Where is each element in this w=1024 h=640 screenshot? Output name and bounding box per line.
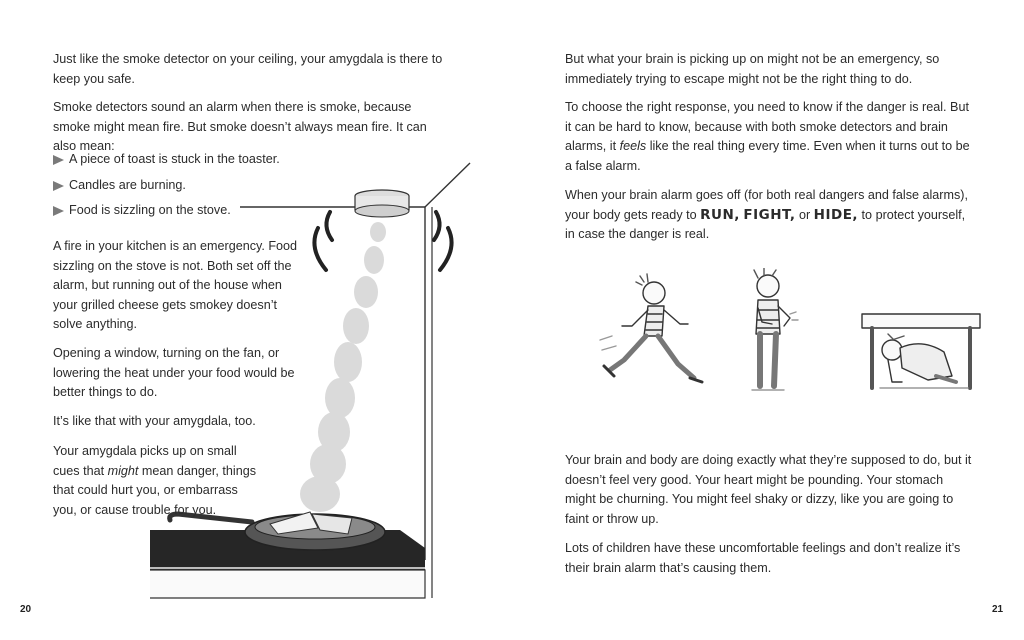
left-paragraph-4: Opening a window, turning on the fan, or lowering the heat under your food would be better things to do. bbox=[53, 346, 295, 400]
page-number-right: 21 bbox=[992, 604, 1004, 615]
running-child-icon bbox=[600, 274, 702, 382]
page-number-left: 20 bbox=[20, 604, 32, 615]
fight-word: FIGHT, bbox=[743, 206, 796, 223]
hide-word: HIDE, bbox=[813, 206, 859, 223]
triangle-bullet-icon bbox=[53, 155, 64, 165]
right-page bbox=[512, 0, 1024, 640]
run-fight-hide-illustration bbox=[592, 268, 992, 408]
right-paragraph-2: To choose the right response, you need to know if the danger is real. But it can be hard to know, because with both smoke detectors and brain alarms, it feels like the real thing every time. Even when it turns out to be a false alarm. bbox=[565, 100, 970, 173]
smoke-detector-icon bbox=[355, 190, 409, 217]
left-paragraph-1: Just like the smoke detector on your ceiling, your amygdala is there to keep you safe. bbox=[53, 52, 443, 86]
left-paragraph-5: It’s like that with your amygdala, too. bbox=[53, 414, 256, 428]
right-paragraph-3: When your brain alarm goes off (for both real dangers and false alarms), your body gets ready to RUN, FIGHT, or HIDE, to protect yourself, in case the danger is real. bbox=[565, 188, 968, 242]
list-item: Candles are burning. bbox=[53, 176, 280, 196]
list-item: Food is sizzling on the stove. bbox=[53, 201, 280, 221]
frozen-child-icon bbox=[752, 268, 798, 390]
left-paragraph-3: A fire in your kitchen is an emergency. Food sizzling on the stove is not. Both set off the alarm, but running out of the house when your grilled cheese gets smokey doesn’t solve anything. bbox=[53, 239, 298, 332]
right-paragraph-1: But what your brain is picking up on might not be an emergency, so immediately trying to escape might not be the right thing to do. bbox=[565, 52, 940, 86]
left-paragraph-2: Smoke detectors sound an alarm when there is smoke, because smoke might mean fire. But smoke doesn’t always mean fire. It can also mean: bbox=[53, 100, 427, 154]
bullet-list bbox=[53, 150, 280, 227]
triangle-bullet-icon bbox=[53, 206, 64, 216]
right-paragraph-4: Your brain and body are doing exactly what they’re supposed to do, but it doesn’t feel very good. Your heart might be pounding. Your stomach might be churning. You might feel shaky or dizzy, like you are going to faint or throw up. bbox=[565, 453, 972, 526]
right-paragraph-5: Lots of children have these uncomfortable feelings and don’t realize it’s their brain alarm that’s causing them. bbox=[565, 541, 961, 575]
run-word: RUN, bbox=[700, 206, 740, 223]
hiding-child-icon bbox=[862, 314, 980, 388]
left-paragraph-6: Your amygdala picks up on small cues that might mean danger, things that could hurt you, or embarrass you, or cause trouble for you. bbox=[53, 444, 257, 517]
triangle-bullet-icon bbox=[53, 181, 64, 191]
list-item: A piece of toast is stuck in the toaster. bbox=[53, 150, 280, 170]
smoke-plume bbox=[300, 222, 386, 512]
